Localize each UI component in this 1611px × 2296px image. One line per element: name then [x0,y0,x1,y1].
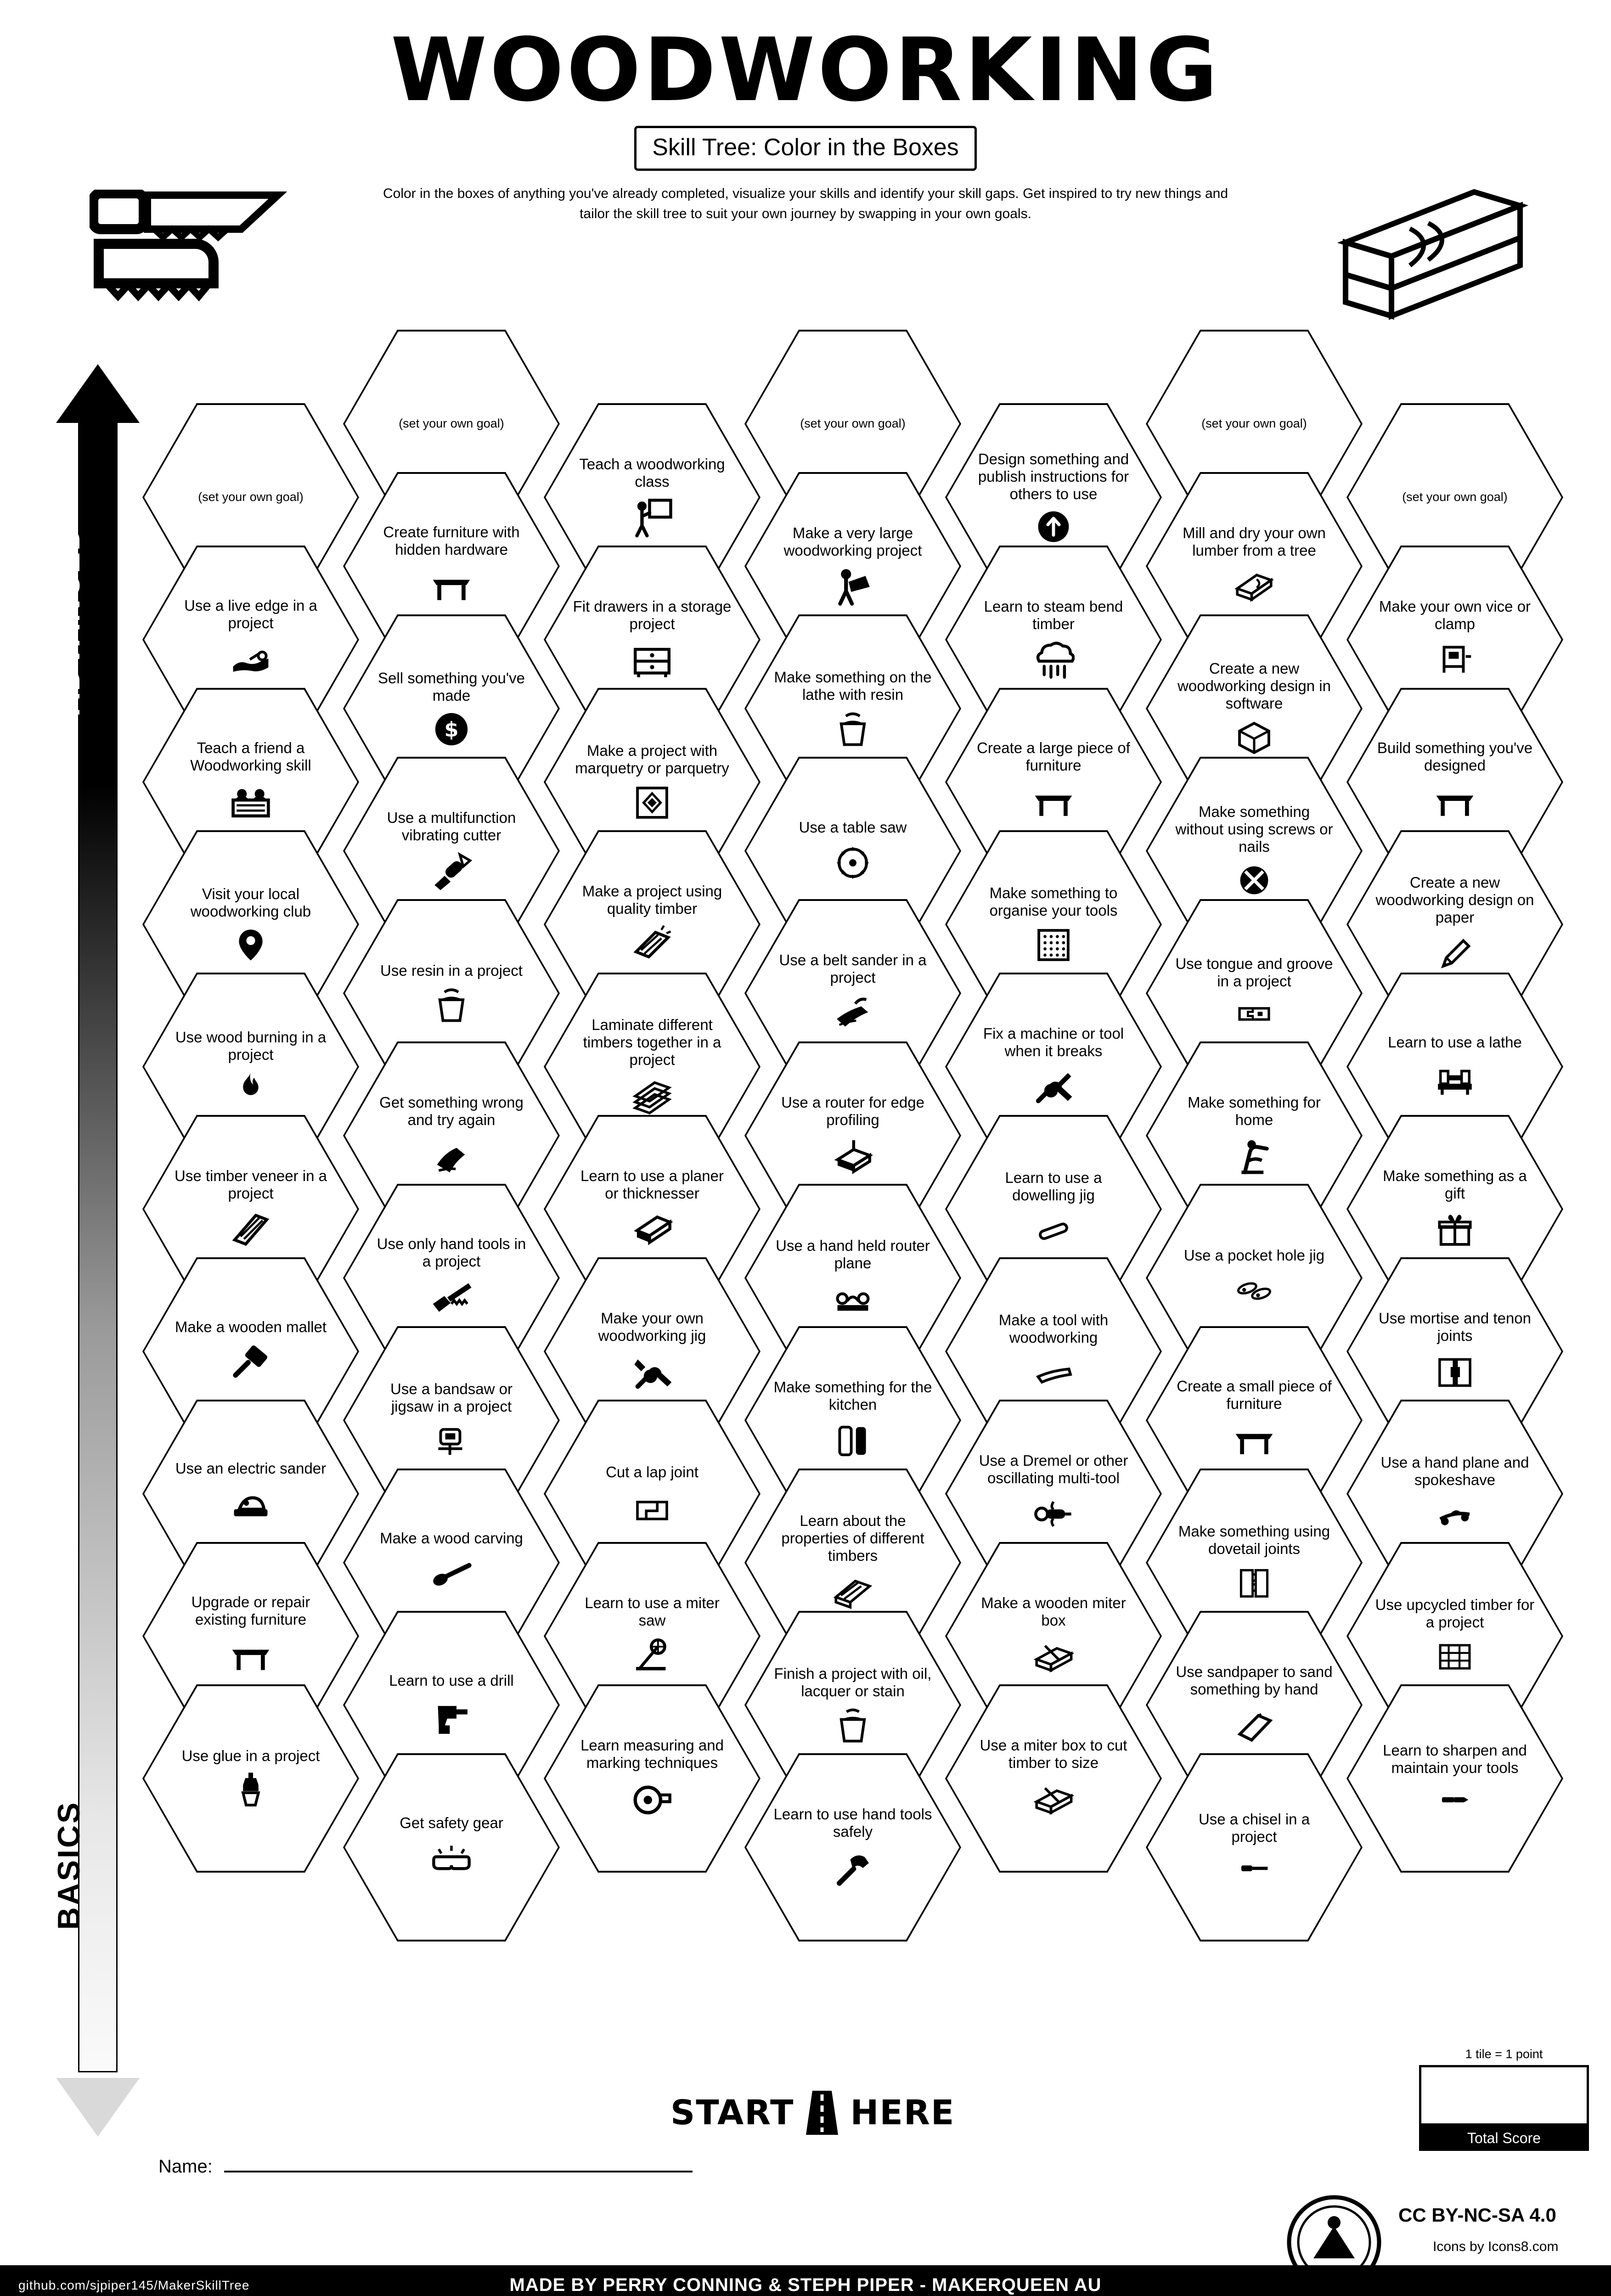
total-score-label: Total Score [1419,2126,1589,2151]
skill-tile-label: Use resin in a project [380,962,523,979]
skill-tile-label: (set your own goal) [1201,416,1307,431]
skill-tile-label: Learn to steam bend timber [984,597,1123,632]
presenter-icon [631,497,673,539]
axis-label-advanced: ADVANCED [51,526,86,716]
handplane-icon [1031,1353,1076,1391]
skill-tile-label: Make something to organise your tools [989,884,1118,919]
3d-cube-icon [1235,719,1273,757]
skill-tile-label: Use mortise and tenon joints [1378,1309,1531,1344]
skill-tile-label: Use a miter box to cut timber to size [980,1736,1127,1771]
total-score-input[interactable] [1419,2065,1589,2126]
tongue-groove-icon [1231,996,1277,1031]
skill-tile-label: Use a pocket hole jig [1183,1246,1325,1264]
skill-tile-label: Learn measuring and marking techniques [580,1736,724,1771]
skill-tile-label: Visit your local woodworking club [190,885,311,920]
oscillating-tool-icon [430,850,473,893]
hammer-icon [832,1847,874,1889]
skill-tile-label: Learn to use a miter saw [585,1594,720,1629]
table-icon [1232,1419,1276,1463]
clamp-icon [1436,639,1474,681]
sand-block-icon [430,1135,473,1177]
pencil-icon [1436,933,1474,975]
skill-tile-label: Use a chisel in a project [1198,1810,1310,1845]
dovetail-icon [1235,1564,1273,1603]
mallet-icon [230,1342,272,1384]
intro-text: Color in the boxes of anything you've already completed, visualize your skills and identify your skill gaps. Get inspired to try new things and tailor the skill tree to suit your own journey by swapping in your own goals. [383,186,1228,221]
hex-content [744,1753,961,1941]
map-pin-icon [232,927,269,963]
skill-tile-label: Use timber veneer in a project [175,1167,327,1202]
resin-bucket-icon [834,710,872,748]
skill-tile-label: Make something without using screws or nails [1175,803,1333,855]
skill-tile-label: Make a tool with woodworking [998,1311,1109,1346]
router-plane-icon [830,1278,876,1319]
hex-content [544,1684,760,1873]
skill-tile-label: Use an electric sander [175,1459,327,1477]
sandpaper-icon [1233,1705,1275,1747]
resin-bucket-icon [432,986,471,1024]
no-screws-icon [1236,862,1273,899]
skill-tile-label: Use sandpaper to sand something by hand [1176,1663,1333,1698]
upload-icon [1036,509,1071,544]
skill-tile-label: Teach a friend a Woodworking skill [190,739,311,774]
marquetry-icon [633,783,671,822]
skill-tile-label: Create a new woodworking design on paper [1375,873,1534,926]
svg-text:$: $ [444,717,459,742]
skill-tile-label: Make something on the lathe with resin [774,668,932,703]
planer-icon [631,1209,673,1251]
skill-tile-label: Learn to use a drill [389,1671,514,1689]
dowel-icon [1031,1210,1076,1249]
table-saw-icon [833,843,873,883]
carving-spoon-icon [430,1553,473,1596]
skill-tile-label: (set your own goal) [800,416,906,431]
spokeshave-icon [1432,1495,1478,1534]
skill-tile-label: Create a new woodworking design in software [1177,659,1331,712]
skill-tile-label: Make a wooden mallet [175,1318,327,1335]
miter-box-icon [1031,1636,1076,1678]
skill-tile-c5r10[interactable] [945,1684,1162,1873]
score-panel [1419,2047,1589,2151]
skill-tile-label: Make your own woodworking jig [598,1309,706,1344]
safety-glasses-icon [426,1838,477,1880]
handsaw-icon [429,1277,473,1321]
skill-tile-label: Use upcycled timber for a project [1375,1596,1535,1631]
skill-tile-c1r10[interactable] [142,1684,359,1873]
skill-tile-label: Use a live edge in a project [184,597,317,631]
skill-tile-label: Use a table saw [799,818,907,836]
dremel-icon [1032,1493,1075,1536]
page-subtitle: Skill Tree: Color in the Boxes [634,126,977,171]
skill-tile-label: Teach a woodworking class [579,455,725,490]
skill-tile-label: Use a belt sander in a project [779,951,927,986]
drill-icon [430,1696,473,1738]
skill-tile-label: Use a hand plane and spokeshave [1380,1453,1529,1488]
skill-tile-label: Mill and dry your own lumber from a tree [1183,524,1326,559]
skill-tile-label: Make something using dovetail joints [1178,1522,1330,1557]
hex-content [142,1684,359,1873]
steam-icon [1032,639,1075,681]
skill-tile-c2r11[interactable] [343,1753,560,1941]
road-icon [806,2091,838,2135]
skill-tile-label: Use wood burning in a project [175,1028,327,1063]
chisel-icon [1231,1852,1277,1884]
skill-tile-label: Use glue in a project [181,1747,320,1764]
skill-tile-label: Learn to sharpen and maintain your tools [1383,1741,1527,1776]
skill-tile-label: Learn about the properties of different timbers [781,1512,924,1564]
live-edge-icon [229,638,273,682]
skill-tile-label: Make something for the kitchen [773,1378,932,1413]
skill-tile-label: Build something you've designed [1377,739,1533,774]
skill-tile-label: Make a wooden miter box [981,1594,1126,1629]
skill-tree-grid [0,19,1611,2296]
pegboard-icon [1034,926,1073,964]
here-label: HERE [850,2093,955,2133]
skill-tile-label: (set your own goal) [1402,490,1508,504]
skill-tile-label: Make a project using quality timber [582,882,722,917]
skill-tile-label: Learn to use a dowelling jig [1005,1169,1102,1204]
flame-icon [233,1070,268,1105]
sharpen-icon [1432,1783,1478,1815]
skill-tile-label: Design something and publish instructions for others to use [978,450,1129,503]
hex-content [1346,1684,1563,1873]
skill-tile-label: Use a Dremel or other oscillating multi-tool [979,1452,1128,1486]
skill-tile-label: Sell something you've made [378,669,525,704]
name-field-row [158,2156,693,2177]
pocket-hole-icon [1231,1271,1277,1309]
name-input[interactable] [224,2171,693,2172]
drawers-icon [631,639,673,681]
miter-saw-icon [631,1636,673,1678]
footer-credit: MADE BY PERRY CONNING & STEPH PIPER - MAKERQUEEN AU [509,2274,1102,2295]
mortise-tenon-icon [1434,1351,1476,1393]
skill-tile-c6r11[interactable] [1146,1753,1363,1941]
page-title: WOODWORKING [390,19,1221,121]
skill-tile-label: Use a bandsaw or jigsaw in a project [390,1380,513,1415]
skill-tile-label: Make your own vice or clamp [1379,597,1531,632]
skill-tile-label: Use a multifunction vibrating cutter [387,809,516,844]
skill-tile-label: Finish a project with oil, lacquer or stain [774,1665,932,1699]
skill-tile-label: Learn to use hand tools safely [773,1805,932,1840]
skill-tile-label: Laminate different timbers together in a project [583,1016,721,1069]
axis-label-basics: BASICS [51,1801,86,1930]
skill-tile-label: Fix a machine or tool when it breaks [983,1024,1124,1059]
footer-repo-link[interactable]: github.com/sjpiper145/MakerSkillTree [18,2278,250,2292]
tools-icon [631,1351,673,1393]
timber-stack-icon [832,1571,874,1613]
cutting-board-icon [834,1420,872,1462]
skill-tile-label: Make a very large woodworking project [783,524,922,559]
skill-tile-label: Create a large piece of furniture [977,739,1130,774]
lumber-icon [1233,566,1275,608]
skill-tile-label: Get safety gear [400,1814,503,1831]
skill-tile-label: Upgrade or repair existing furniture [191,1593,310,1628]
carry-load-icon [832,566,874,608]
skill-tile-label: (set your own goal) [198,490,304,504]
table-icon [229,1635,273,1679]
skill-tile-label: Use a hand held router plane [776,1237,930,1272]
skill-tile-label: Learn to use a planer or thicknesser [580,1167,724,1202]
sander-icon [229,1484,273,1528]
hex-content [1146,1753,1363,1941]
pallet-icon [1434,1638,1476,1676]
skill-tile-label: Fit drawers in a storage project [573,597,732,632]
skill-tile-label: Create furniture with hidden hardware [383,523,520,558]
skill-tile-c4r11[interactable] [744,1753,961,1941]
skill-tile-label: Get something wrong and try again [379,1093,524,1128]
gift-icon [1436,1209,1474,1251]
skill-tile-label: Use a router for edge profiling [781,1093,924,1128]
icons-credit-label: Icons by Icons8.com [1433,2239,1559,2254]
timber-icon [631,924,673,966]
miter-box-icon [1031,1778,1076,1820]
name-label: Name: [158,2156,213,2177]
skill-tile-c7r10[interactable] [1346,1684,1563,1873]
skill-tile-label: Cut a lap joint [606,1463,698,1480]
start-here-marker [670,2091,955,2135]
license-label: CC BY-NC-SA 4.0 [1398,2204,1556,2226]
veneer-icon [230,1209,272,1251]
finish-can-icon [834,1706,872,1745]
teaching-icon [229,781,273,825]
skill-tile-label: Make a wood carving [380,1529,523,1547]
jigsaw-icon [432,1422,471,1460]
skill-tile-label: Learn to use a lathe [1388,1033,1522,1051]
laminate-icon [631,1075,673,1117]
skill-tile-c3r10[interactable] [544,1684,760,1873]
tape-measure-icon [630,1778,674,1820]
footer-bar [0,2265,1611,2296]
hex-content [945,1684,1162,1873]
skill-tile-label: Use only hand tools in a project [377,1235,526,1270]
skill-tile-label: Create a small piece of furniture [1177,1377,1332,1412]
skill-tile-label: Use tongue and groove in a project [1175,955,1333,990]
skill-tile-label: Make something as a gift [1383,1167,1527,1202]
glue-icon [231,1771,270,1810]
skill-tile-label: Make something for home [1188,1093,1321,1128]
start-label: START [670,2093,794,2133]
belt-sander-icon [831,993,875,1035]
skill-tile-label: Make a project with marquetry or parquetry [575,742,729,777]
repair-tools-icon [1032,1066,1075,1109]
table-icon [429,565,473,609]
tile-point-note: 1 tile = 1 point [1465,2047,1543,2061]
skill-tile-label: (set your own goal) [399,416,504,431]
dollar-icon [433,711,470,748]
table-icon [1433,781,1477,825]
lap-joint-icon [630,1487,674,1524]
chair-icon [1233,1135,1275,1177]
hex-content [343,1753,560,1941]
lathe-icon [1433,1058,1477,1100]
router-bit-icon [830,1135,876,1177]
table-icon [1031,781,1076,825]
